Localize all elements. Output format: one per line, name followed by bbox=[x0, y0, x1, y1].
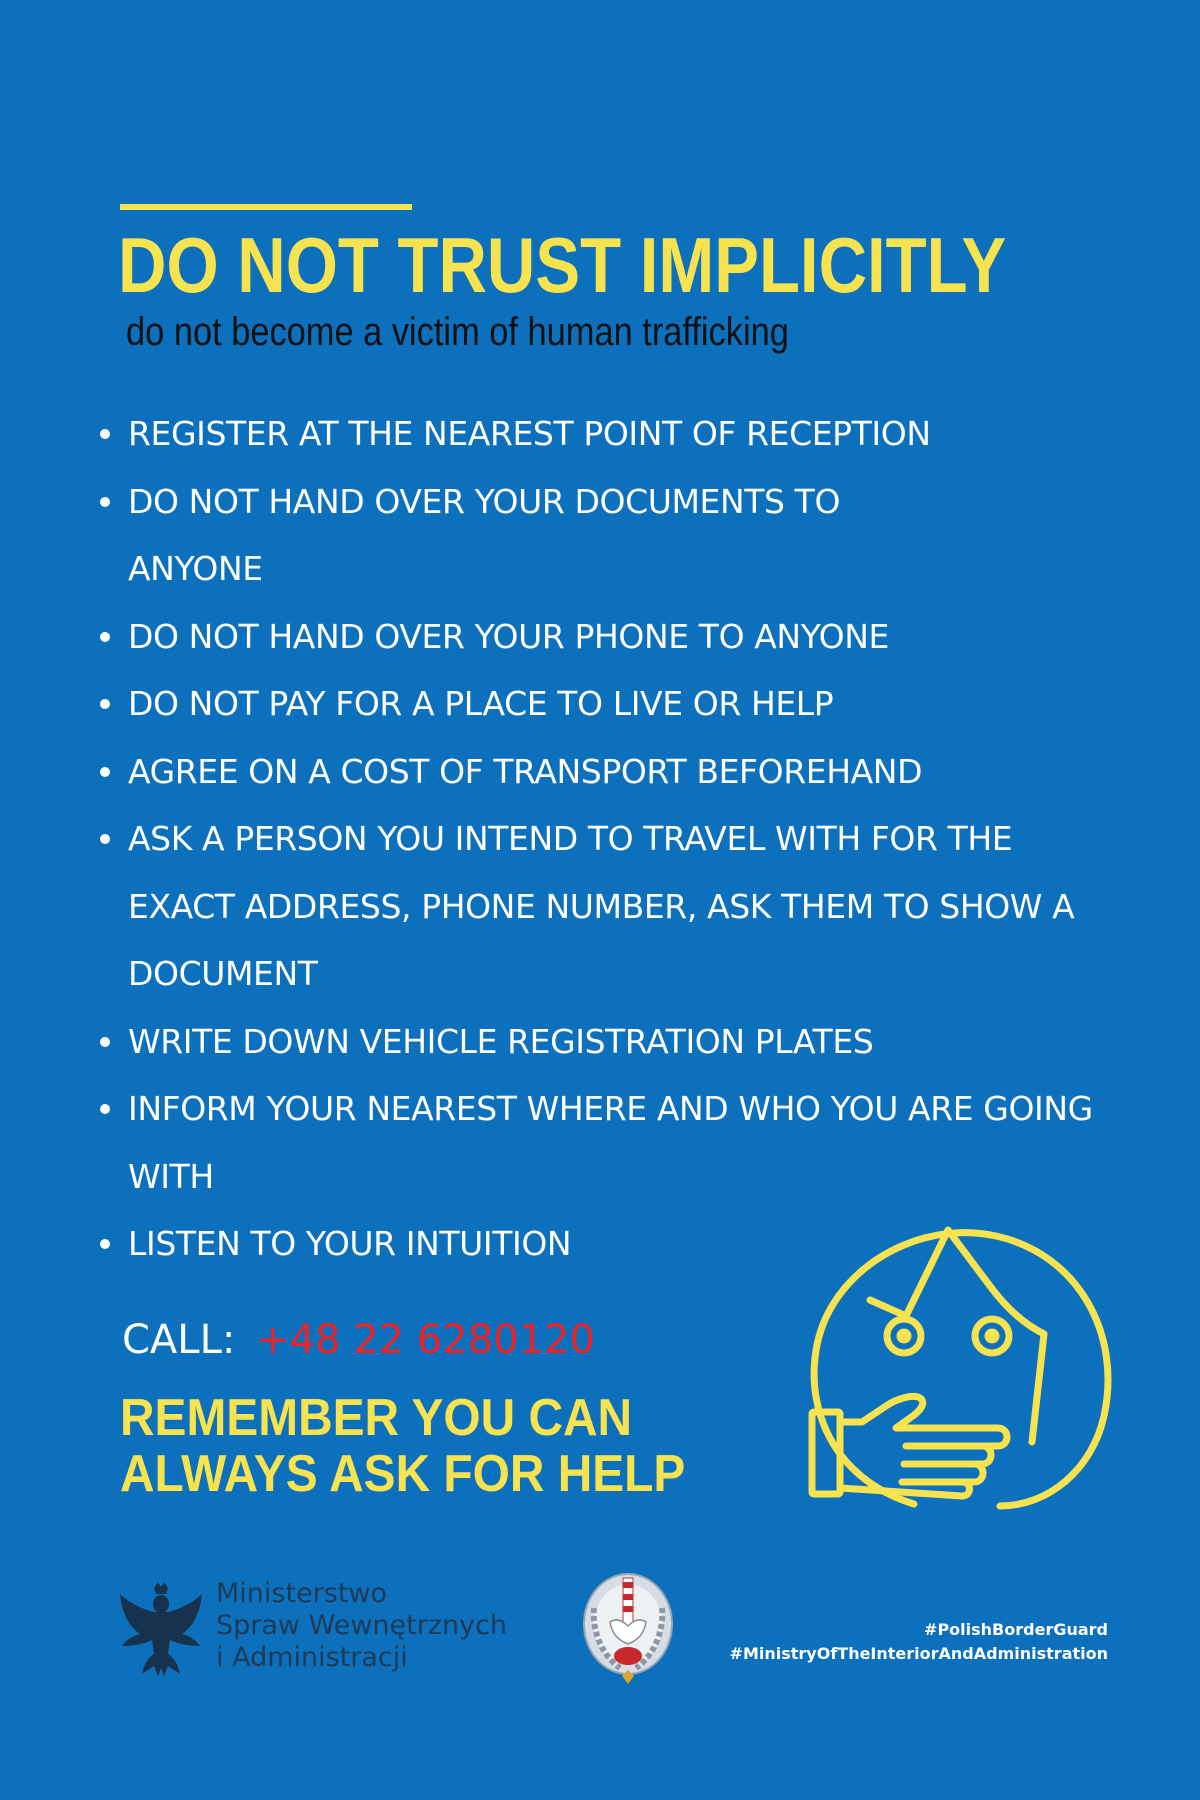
ministry-logo bbox=[118, 1576, 538, 1686]
remember-line-2: ALWAYS ASK FOR HELP bbox=[120, 1445, 686, 1503]
safety-tips-list bbox=[96, 400, 1096, 1278]
tip-text: DO NOT PAY FOR A PLACE TO LIVE OR HELP bbox=[128, 684, 834, 723]
poster-title: DO NOT TRUST IMPLICITLY bbox=[118, 221, 1007, 309]
hashtag-border-guard: #PolishBorderGuard bbox=[924, 1620, 1108, 1639]
helpline bbox=[122, 1312, 595, 1368]
ministry-name-line-2: Spraw Wewnętrznych bbox=[216, 1610, 508, 1641]
border-guard-badge-icon bbox=[580, 1568, 676, 1690]
bullet-icon bbox=[100, 1104, 110, 1114]
poster-subtitle: do not become a victim of human trafficking bbox=[126, 310, 789, 354]
tip-text: DO NOT HAND OVER YOUR PHONE TO ANYONE bbox=[128, 616, 889, 656]
remember-message bbox=[120, 1390, 734, 1502]
bullet-icon bbox=[100, 1239, 110, 1249]
hashtag-ministry: #MinistryOfTheInteriorAndAdministration bbox=[729, 1644, 1108, 1663]
ministry-name bbox=[216, 1578, 507, 1674]
ministry-name-line-3: i Administracji bbox=[216, 1642, 408, 1673]
tip-text: ASK A PERSON YOU INTEND TO TRAVEL WITH FOR THE EXACT ADDRESS, PHONE NUMBER, ASK THEM TO SHOW A DOCUMENT bbox=[128, 819, 1075, 993]
shocked-face-hand-over-mouth-icon bbox=[786, 1216, 1122, 1516]
bullet-icon bbox=[100, 632, 110, 642]
call-label: CALL: bbox=[122, 1317, 236, 1363]
title-accent-line bbox=[120, 204, 412, 210]
polish-eagle-emblem-icon bbox=[118, 1582, 204, 1678]
bullet-icon bbox=[100, 767, 110, 777]
bullet-icon bbox=[100, 497, 110, 507]
list-item bbox=[96, 400, 1096, 468]
tip-text: REGISTER AT THE NEAREST POINT OF RECEPTION bbox=[128, 414, 931, 453]
phone-number-link[interactable]: +48 22 6280120 bbox=[256, 1317, 595, 1363]
bullet-icon bbox=[100, 429, 110, 439]
tip-text: INFORM YOUR NEAREST WHERE AND WHO YOU ARE GOING WITH bbox=[128, 1089, 1093, 1196]
list-item bbox=[96, 738, 1096, 806]
bullet-icon bbox=[100, 699, 110, 709]
tip-text: WRITE DOWN VEHICLE REGISTRATION PLATES bbox=[128, 1021, 874, 1061]
bullet-icon bbox=[100, 1037, 110, 1047]
bullet-icon bbox=[100, 834, 110, 844]
remember-line-1: REMEMBER YOU CAN bbox=[120, 1389, 633, 1447]
tip-text: DO NOT HAND OVER YOUR DOCUMENTS TO ANYONE bbox=[128, 481, 841, 588]
list-item bbox=[96, 1075, 1096, 1210]
list-item bbox=[96, 1008, 1096, 1076]
list-item bbox=[96, 805, 1096, 1008]
tip-text: LISTEN TO YOUR INTUITION bbox=[128, 1224, 572, 1263]
list-item bbox=[96, 603, 1096, 671]
tip-text: AGREE ON A COST OF TRANSPORT BEFOREHAND bbox=[128, 751, 923, 791]
ministry-name-line-1: Ministerstwo bbox=[216, 1578, 388, 1609]
list-item bbox=[96, 468, 1096, 603]
list-item bbox=[96, 670, 1096, 738]
hashtags bbox=[730, 1618, 1108, 1666]
